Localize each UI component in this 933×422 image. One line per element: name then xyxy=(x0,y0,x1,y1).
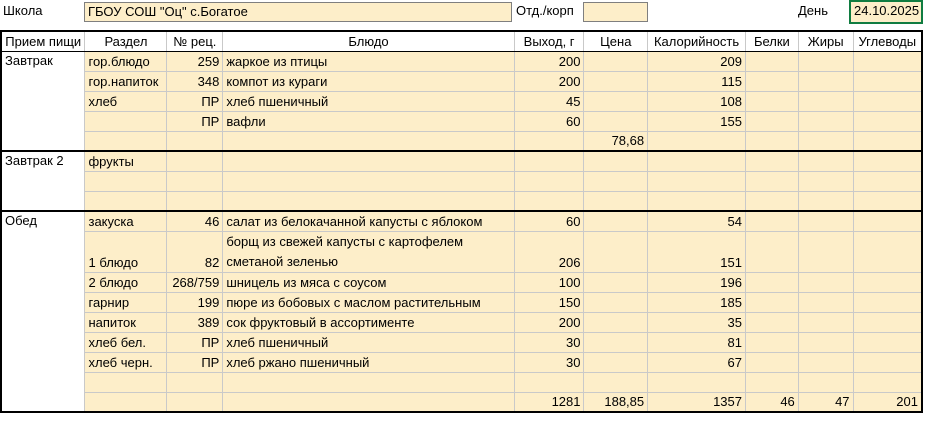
cell-kcal[interactable]: 54 xyxy=(648,211,746,231)
cell-meal[interactable] xyxy=(1,272,85,292)
cell-kcal[interactable]: 108 xyxy=(648,91,746,111)
cell-price[interactable] xyxy=(584,292,648,312)
cell-section[interactable] xyxy=(85,171,167,191)
cell-output[interactable]: 100 xyxy=(514,272,584,292)
dept-label: Отд./корп xyxy=(516,3,574,18)
cell-section[interactable]: хлеб бел. xyxy=(85,332,167,352)
cell-meal[interactable]: Обед xyxy=(1,211,85,231)
cell-section[interactable]: гор.напиток xyxy=(85,71,167,91)
table-row xyxy=(1,312,922,332)
cell-dish[interactable] xyxy=(223,131,514,151)
cell-protein[interactable] xyxy=(746,191,799,211)
cell-dish[interactable]: пюре из бобовых с маслом растительным xyxy=(223,292,514,312)
cell-fat[interactable] xyxy=(798,312,853,332)
cell-output[interactable]: 200 xyxy=(514,312,584,332)
cell-carbs[interactable] xyxy=(853,131,922,151)
cell-fat[interactable] xyxy=(798,151,853,171)
cell-recipe[interactable]: ПР xyxy=(167,332,223,352)
cell-recipe[interactable] xyxy=(167,191,223,211)
cell-dish[interactable]: хлеб пшеничный xyxy=(223,91,514,111)
cell-output[interactable]: 45 xyxy=(514,91,584,111)
cell-output[interactable]: 200 xyxy=(514,71,584,91)
cell-output[interactable]: 60 xyxy=(514,111,584,131)
cell-output[interactable] xyxy=(514,151,584,171)
cell-price[interactable]: 188,85 xyxy=(584,392,648,412)
cell-kcal[interactable]: 155 xyxy=(648,111,746,131)
cell-recipe[interactable]: 389 xyxy=(167,312,223,332)
cell-section[interactable]: гарнир xyxy=(85,292,167,312)
table-header-row xyxy=(1,31,922,51)
column-header-meal: Прием пищи xyxy=(1,31,85,51)
cell-dish[interactable] xyxy=(223,171,514,191)
cell-protein[interactable] xyxy=(746,51,799,71)
table-row xyxy=(1,191,922,211)
table-row xyxy=(1,372,922,392)
table-row xyxy=(1,111,922,131)
cell-meal[interactable] xyxy=(1,372,85,392)
cell-carbs[interactable] xyxy=(853,312,922,332)
cell-carbs[interactable] xyxy=(853,292,922,312)
cell-dish[interactable]: жаркое из птицы xyxy=(223,51,514,71)
cell-recipe[interactable] xyxy=(167,392,223,412)
cell-output[interactable]: 206 xyxy=(514,231,584,272)
cell-carbs[interactable] xyxy=(853,191,922,211)
cell-carbs[interactable] xyxy=(853,211,922,231)
cell-carbs[interactable]: 201 xyxy=(853,392,922,412)
cell-kcal[interactable] xyxy=(648,171,746,191)
cell-fat[interactable] xyxy=(798,111,853,131)
cell-section[interactable] xyxy=(85,191,167,211)
table-row xyxy=(1,171,922,191)
cell-price[interactable] xyxy=(584,191,648,211)
cell-output[interactable] xyxy=(514,191,584,211)
cell-protein[interactable] xyxy=(746,352,799,372)
cell-price[interactable] xyxy=(584,332,648,352)
cell-dish[interactable]: компот из кураги xyxy=(223,71,514,91)
cell-fat[interactable] xyxy=(798,131,853,151)
cell-price[interactable] xyxy=(584,272,648,292)
cell-price[interactable] xyxy=(584,352,648,372)
cell-carbs[interactable] xyxy=(853,372,922,392)
cell-kcal[interactable]: 1357 xyxy=(648,392,746,412)
table-row xyxy=(1,211,922,231)
cell-price[interactable] xyxy=(584,71,648,91)
cell-kcal[interactable]: 115 xyxy=(648,71,746,91)
cell-protein[interactable]: 46 xyxy=(746,392,799,412)
cell-kcal[interactable]: 196 xyxy=(648,272,746,292)
column-header-recipe: № рец. xyxy=(167,31,223,51)
cell-protein[interactable] xyxy=(746,231,799,272)
cell-recipe[interactable]: 268/759 xyxy=(167,272,223,292)
cell-recipe[interactable] xyxy=(167,131,223,151)
cell-recipe[interactable]: ПР xyxy=(167,111,223,131)
cell-kcal[interactable]: 35 xyxy=(648,312,746,332)
table-row xyxy=(1,51,922,71)
cell-section[interactable]: закуска xyxy=(85,211,167,231)
column-header-carbs: Углеводы xyxy=(853,31,922,51)
cell-carbs[interactable] xyxy=(853,231,922,272)
cell-output[interactable]: 1281 xyxy=(514,392,584,412)
cell-carbs[interactable] xyxy=(853,151,922,171)
cell-protein[interactable] xyxy=(746,91,799,111)
cell-protein[interactable] xyxy=(746,151,799,171)
cell-carbs[interactable] xyxy=(853,332,922,352)
cell-kcal[interactable]: 185 xyxy=(648,292,746,312)
column-header-section: Раздел xyxy=(85,31,167,51)
table-row xyxy=(1,151,922,171)
cell-section[interactable]: гор.блюдо xyxy=(85,51,167,71)
column-header-protein: Белки xyxy=(746,31,799,51)
cell-protein[interactable] xyxy=(746,332,799,352)
cell-protein[interactable] xyxy=(746,312,799,332)
cell-section[interactable]: фрукты xyxy=(85,151,167,171)
cell-carbs[interactable] xyxy=(853,111,922,131)
cell-protein[interactable] xyxy=(746,272,799,292)
cell-recipe[interactable]: 46 xyxy=(167,211,223,231)
cell-meal[interactable]: Завтрак 2 xyxy=(1,151,85,171)
cell-carbs[interactable] xyxy=(853,352,922,372)
cell-meal[interactable] xyxy=(1,392,85,412)
cell-kcal[interactable] xyxy=(648,131,746,151)
cell-output[interactable]: 60 xyxy=(514,211,584,231)
cell-dish[interactable]: салат из белокачанной капусты с яблоком xyxy=(223,211,514,231)
cell-price[interactable] xyxy=(584,211,648,231)
cell-kcal[interactable]: 81 xyxy=(648,332,746,352)
cell-fat[interactable] xyxy=(798,272,853,292)
cell-dish[interactable]: хлеб пшеничный xyxy=(223,332,514,352)
cell-fat[interactable] xyxy=(798,191,853,211)
cell-protein[interactable] xyxy=(746,211,799,231)
cell-meal[interactable] xyxy=(1,231,85,272)
cell-carbs[interactable] xyxy=(853,71,922,91)
cell-dish[interactable] xyxy=(223,372,514,392)
cell-recipe[interactable] xyxy=(167,171,223,191)
cell-fat[interactable] xyxy=(798,292,853,312)
cell-carbs[interactable] xyxy=(853,91,922,111)
cell-section[interactable]: 2 блюдо xyxy=(85,272,167,292)
table-row xyxy=(1,392,922,412)
cell-output[interactable]: 150 xyxy=(514,292,584,312)
cell-output[interactable]: 30 xyxy=(514,332,584,352)
cell-carbs[interactable] xyxy=(853,171,922,191)
cell-dish[interactable]: хлеб ржано пшеничный xyxy=(223,352,514,372)
cell-protein[interactable] xyxy=(746,111,799,131)
cell-fat[interactable] xyxy=(798,231,853,272)
column-header-fat: Жиры xyxy=(798,31,853,51)
cell-carbs[interactable] xyxy=(853,272,922,292)
cell-output[interactable]: 200 xyxy=(514,51,584,71)
cell-recipe[interactable]: ПР xyxy=(167,352,223,372)
cell-dish[interactable]: вафли xyxy=(223,111,514,131)
cell-fat[interactable] xyxy=(798,71,853,91)
menu-grid xyxy=(0,30,923,413)
cell-price[interactable] xyxy=(584,91,648,111)
cell-protein[interactable] xyxy=(746,292,799,312)
cell-price[interactable] xyxy=(584,231,648,272)
cell-section[interactable] xyxy=(85,372,167,392)
cell-meal[interactable] xyxy=(1,131,85,151)
table-row xyxy=(1,131,922,151)
cell-section[interactable]: хлеб черн. xyxy=(85,352,167,372)
cell-output[interactable] xyxy=(514,171,584,191)
cell-fat[interactable] xyxy=(798,372,853,392)
cell-meal[interactable] xyxy=(1,292,85,312)
cell-kcal[interactable]: 209 xyxy=(648,51,746,71)
cell-recipe[interactable]: 259 xyxy=(167,51,223,71)
dept-value-cell[interactable] xyxy=(583,2,648,22)
cell-fat[interactable] xyxy=(798,211,853,231)
cell-meal[interactable] xyxy=(1,312,85,332)
cell-section[interactable]: хлеб xyxy=(85,91,167,111)
table-row xyxy=(1,332,922,352)
cell-section[interactable] xyxy=(85,111,167,131)
cell-meal[interactable] xyxy=(1,171,85,191)
cell-kcal[interactable] xyxy=(648,372,746,392)
cell-dish[interactable]: борщ из свежей капусты с картофелем сметаной зеленью xyxy=(223,231,514,272)
cell-kcal[interactable] xyxy=(648,151,746,171)
table-row xyxy=(1,71,922,91)
column-header-output: Выход, г xyxy=(514,31,584,51)
column-header-dish: Блюдо xyxy=(223,31,514,51)
cell-dish[interactable]: шницель из мяса с соусом xyxy=(223,272,514,292)
cell-recipe[interactable] xyxy=(167,372,223,392)
cell-kcal[interactable]: 67 xyxy=(648,352,746,372)
cell-price[interactable] xyxy=(584,51,648,71)
day-value-cell[interactable]: 24.10.2025 xyxy=(850,1,922,23)
cell-carbs[interactable] xyxy=(853,51,922,71)
cell-protein[interactable] xyxy=(746,131,799,151)
cell-meal[interactable] xyxy=(1,71,85,91)
cell-protein[interactable] xyxy=(746,71,799,91)
cell-section[interactable]: напиток xyxy=(85,312,167,332)
cell-fat[interactable] xyxy=(798,332,853,352)
day-label: День xyxy=(798,3,828,18)
cell-dish[interactable] xyxy=(223,191,514,211)
cell-price[interactable] xyxy=(584,312,648,332)
cell-price[interactable] xyxy=(584,171,648,191)
cell-fat[interactable] xyxy=(798,352,853,372)
cell-meal[interactable] xyxy=(1,332,85,352)
cell-recipe[interactable] xyxy=(167,151,223,171)
cell-recipe[interactable]: 348 xyxy=(167,71,223,91)
cell-dish[interactable] xyxy=(223,392,514,412)
column-header-price: Цена xyxy=(584,31,648,51)
cell-meal[interactable] xyxy=(1,191,85,211)
cell-price[interactable] xyxy=(584,372,648,392)
cell-output[interactable]: 30 xyxy=(514,352,584,372)
school-value-cell[interactable]: ГБОУ СОШ "Оц" с.Богатое xyxy=(84,2,512,22)
cell-recipe[interactable]: 199 xyxy=(167,292,223,312)
cell-protein[interactable] xyxy=(746,171,799,191)
cell-meal[interactable] xyxy=(1,352,85,372)
cell-section[interactable] xyxy=(85,392,167,412)
cell-output[interactable] xyxy=(514,131,584,151)
cell-fat[interactable] xyxy=(798,171,853,191)
cell-fat[interactable] xyxy=(798,91,853,111)
menu-table xyxy=(0,30,923,415)
cell-price[interactable] xyxy=(584,151,648,171)
cell-kcal[interactable]: 151 xyxy=(648,231,746,272)
cell-protein[interactable] xyxy=(746,372,799,392)
cell-meal[interactable] xyxy=(1,111,85,131)
cell-price[interactable]: 78,68 xyxy=(584,131,648,151)
cell-meal[interactable]: Завтрак xyxy=(1,51,85,71)
table-row xyxy=(1,352,922,372)
cell-fat[interactable] xyxy=(798,51,853,71)
table-row xyxy=(1,231,922,272)
cell-price[interactable] xyxy=(584,111,648,131)
cell-fat[interactable]: 47 xyxy=(798,392,853,412)
table-row xyxy=(1,272,922,292)
cell-dish[interactable] xyxy=(223,151,514,171)
school-label: Школа xyxy=(3,3,43,18)
cell-output[interactable] xyxy=(514,372,584,392)
cell-meal[interactable] xyxy=(1,91,85,111)
cell-section[interactable]: 1 блюдо xyxy=(85,231,167,272)
column-header-kcal: Калорийность xyxy=(648,31,746,51)
cell-recipe[interactable]: ПР xyxy=(167,91,223,111)
table-row xyxy=(1,292,922,312)
cell-recipe[interactable]: 82 xyxy=(167,231,223,272)
cell-kcal[interactable] xyxy=(648,191,746,211)
table-row xyxy=(1,91,922,111)
cell-section[interactable] xyxy=(85,131,167,151)
cell-dish[interactable]: сок фруктовый в ассортименте xyxy=(223,312,514,332)
